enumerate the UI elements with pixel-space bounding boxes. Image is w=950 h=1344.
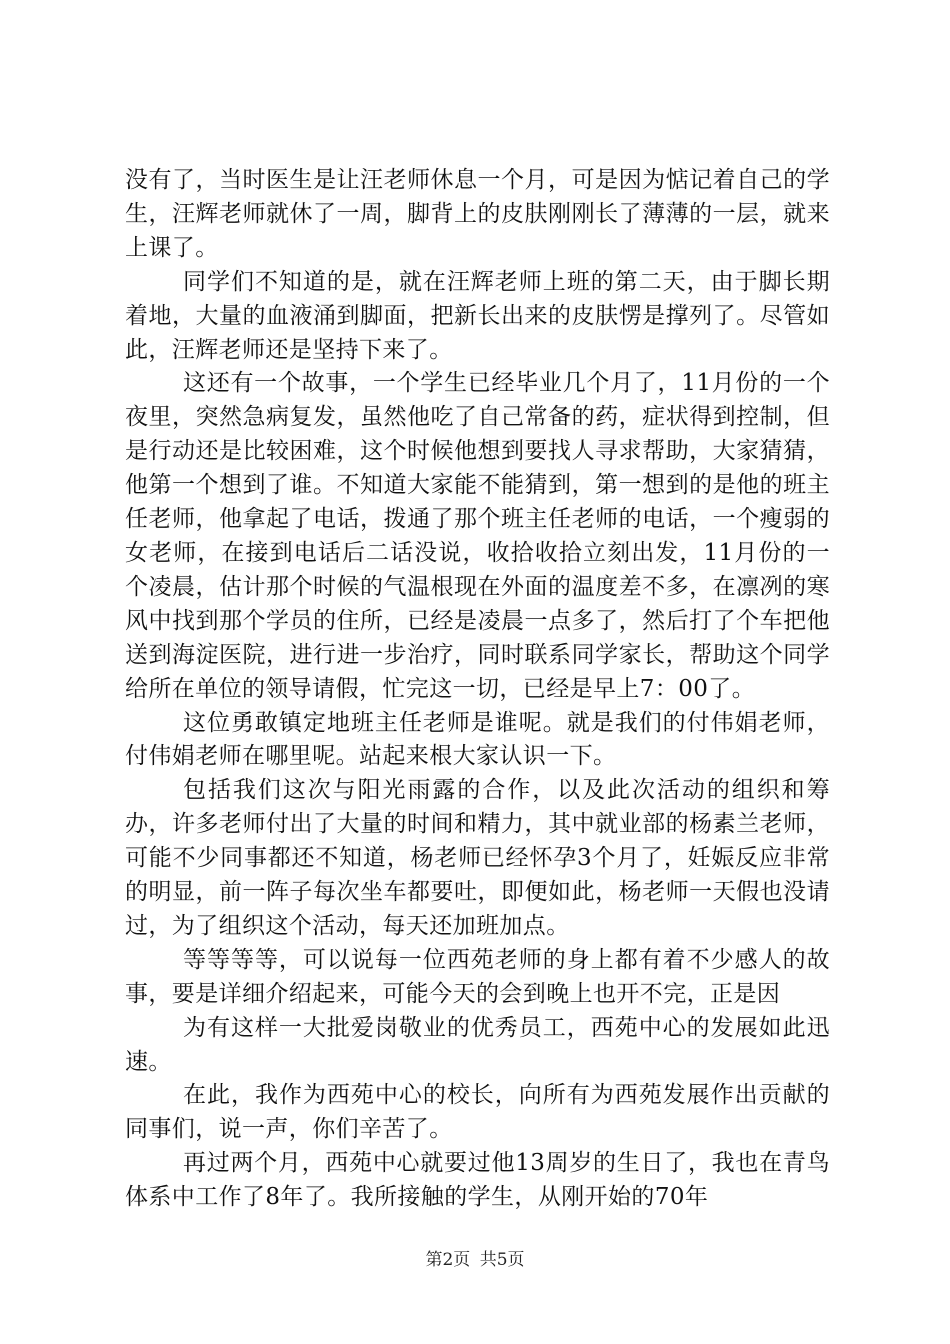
paragraph-1: 没有了，当时医生是让汪老师休息一个月，可是因为惦记着自己的学生，汪辉老师就休了一周，脚背上的皮肤刚刚长了薄薄的一层，就来上课了。	[125, 167, 830, 261]
paragraph-2: 同学们不知道的是，就在汪辉老师上班的第二天，由于脚长期着地，大量的血液涌到脚面，把新长出来的皮肤愣是撑列了。尽管如此，汪辉老师还是坚持下来了。	[125, 268, 830, 363]
paragraph-6: 等等等等，可以说每一位西苑老师的身上都有着不少感人的故事，要是详细介绍起来，可能今天的会到晚上也开不完，正是因	[125, 946, 830, 1007]
paragraph-4: 这位勇敢镇定地班主任老师是谁呢。就是我们的付伟娟老师，付伟娟老师在哪里呢。站起来根大家认识一下。	[125, 709, 830, 770]
page-number: 第2页	[425, 1250, 471, 1270]
total-pages: 共5页	[479, 1250, 525, 1270]
paragraph-7: 为有这样一大批爱岗敬业的优秀员工，西苑中心的发展如此迅速。	[125, 1014, 830, 1075]
paragraph-9: 再过两个月，西苑中心就要过他13周岁的生日了，我也在青鸟体系中工作了8年了。我所接触的学生，从刚开始的70年	[125, 1150, 830, 1211]
paragraph-3: 这还有一个故事，一个学生已经毕业几个月了，11月份的一个夜里，突然急病复发，虽然他吃了自己常备的药，症状得到控制，但是行动还是比较困难，这个时候他想到要找人寻求帮助，大家猜猜，他第一个想到了谁。不知道大家能不能猜到，第一想到的是他的班主任老师，他拿起了电话，拨通了那个班主任老师的电话，一个瘦弱的女老师，在接到电话后二话没说，收拾收拾立刻出发，11月份的一个凌晨，估计那个时候的气温根现在外面的温度差不多，在凛冽的寒风中找到那个学员的住所，已经是凌晨一点多了，然后打了个车把他送到海淀医院，进行进一步治疗，同时联系同学家长，帮助这个同学给所在单位的领导请假，忙完这一切，已经是早上7：00了。	[125, 370, 830, 702]
paragraph-8: 在此，我作为西苑中心的校长，向所有为西苑发展作出贡献的同事们，说一声，你们辛苦了。	[125, 1082, 830, 1143]
document-body	[125, 164, 830, 1215]
page-footer	[0, 1245, 950, 1270]
paragraph-5: 包括我们这次与阳光雨露的合作，以及此次活动的组织和筹办，许多老师付出了大量的时间和精力，其中就业部的杨素兰老师，可能不少同事都还不知道，杨老师已经怀孕3个月了，妊娠反应非常的明显，前一阵子每次坐车都要吐，即便如此，杨老师一天假也没请过，为了组织这个活动，每天还加班加点。	[125, 777, 830, 939]
